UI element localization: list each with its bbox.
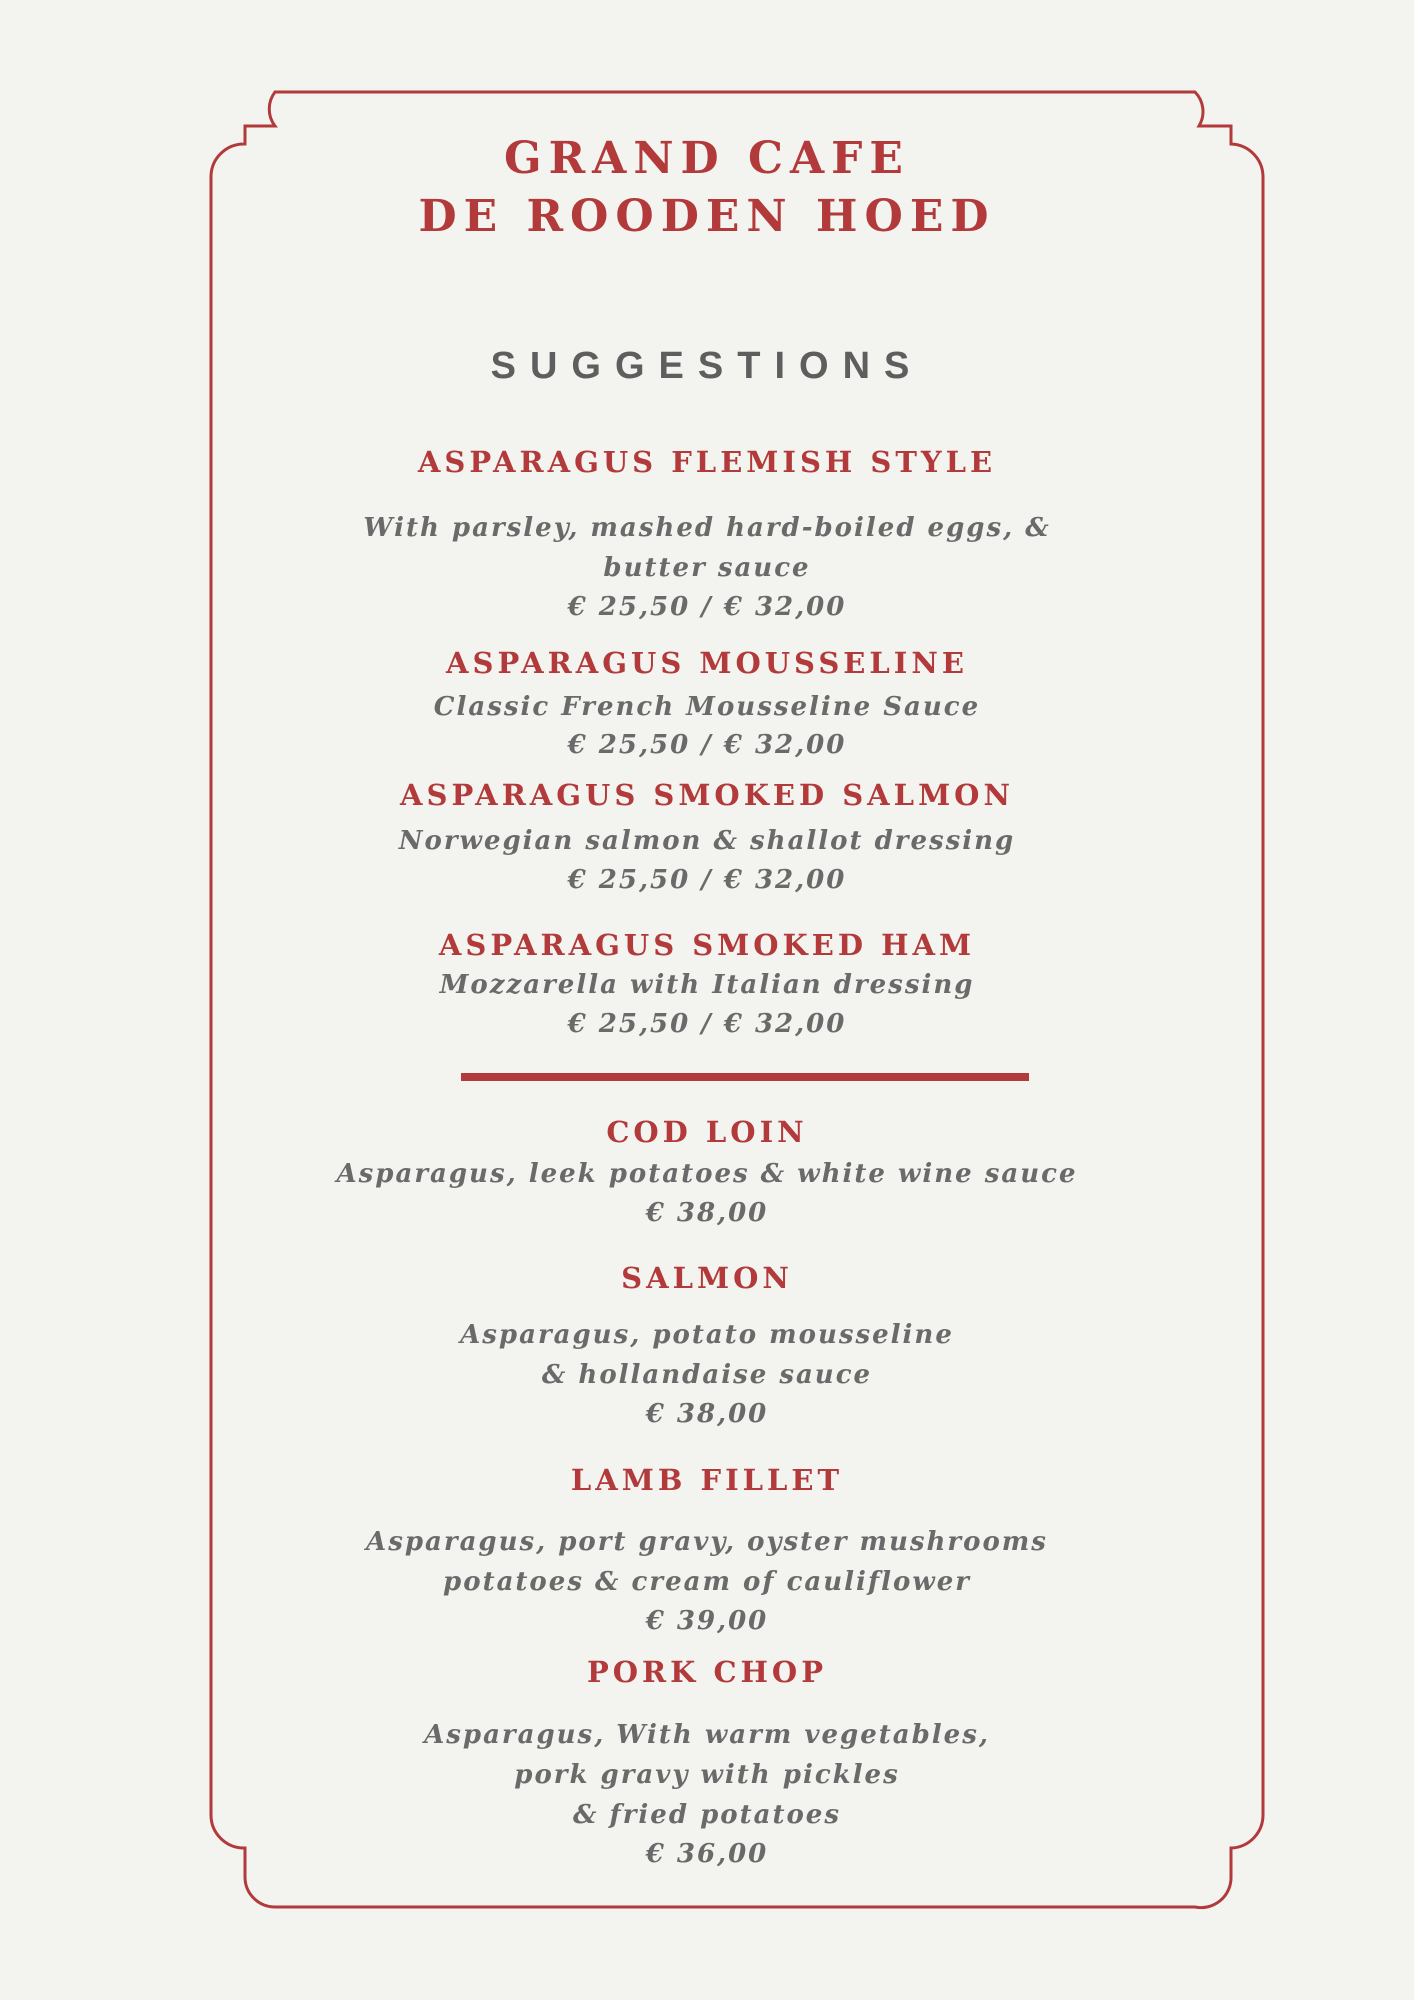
dish-price: € 25,50 / € 32,00: [567, 1009, 847, 1039]
restaurant-name-line-1: GRAND CAFE: [504, 133, 910, 184]
dish-name: SALMON: [621, 1261, 793, 1295]
dish-price: € 25,50 / € 32,00: [567, 730, 847, 760]
dish-description: Asparagus, port gravy, oyster mushrooms: [366, 1527, 1048, 1557]
dish-name: ASPARAGUS SMOKED HAM: [438, 928, 976, 962]
dish-description: butter sauce: [603, 553, 811, 583]
dish-name: LAMB FILLET: [570, 1463, 844, 1497]
dish-description: Asparagus, leek potatoes & white wine sauce: [336, 1159, 1078, 1189]
dish-price: € 38,00: [645, 1399, 769, 1429]
dish-price: € 38,00: [645, 1198, 769, 1228]
dish-price: € 36,00: [645, 1839, 769, 1869]
dish-name: ASPARAGUS SMOKED SALMON: [400, 778, 1014, 812]
dish-name: ASPARAGUS FLEMISH STYLE: [417, 445, 997, 479]
dish-description: potatoes & cream of cauliflower: [443, 1567, 971, 1597]
dish-description: Norwegian salmon & shallot dressing: [398, 826, 1016, 856]
dish-description: & hollandaise sauce: [541, 1360, 873, 1390]
dish-name: ASPARAGUS MOUSSELINE: [446, 646, 968, 680]
dish-name: PORK CHOP: [586, 1655, 828, 1689]
dish-description: Mozzarella with Italian dressing: [439, 970, 975, 1000]
dish-description: Asparagus, potato mousseline: [460, 1320, 954, 1350]
dish-description: & fried potatoes: [573, 1800, 841, 1830]
dish-name: COD LOIN: [606, 1115, 808, 1149]
dish-description: Classic French Mousseline Sauce: [433, 692, 981, 722]
dish-price: € 25,50 / € 32,00: [567, 865, 847, 895]
section-divider: [461, 1073, 1029, 1081]
dish-price: € 39,00: [645, 1606, 769, 1636]
restaurant-name-line-2: DE ROODEN HOED: [418, 191, 996, 242]
section-title: SUGGESTIONS: [490, 345, 924, 387]
dish-price: € 25,50 / € 32,00: [567, 592, 847, 622]
dish-description: Asparagus, With warm vegetables,: [424, 1720, 990, 1750]
dish-description: With parsley, mashed hard-boiled eggs, &: [363, 513, 1051, 543]
dish-description: pork gravy with pickles: [514, 1760, 900, 1790]
